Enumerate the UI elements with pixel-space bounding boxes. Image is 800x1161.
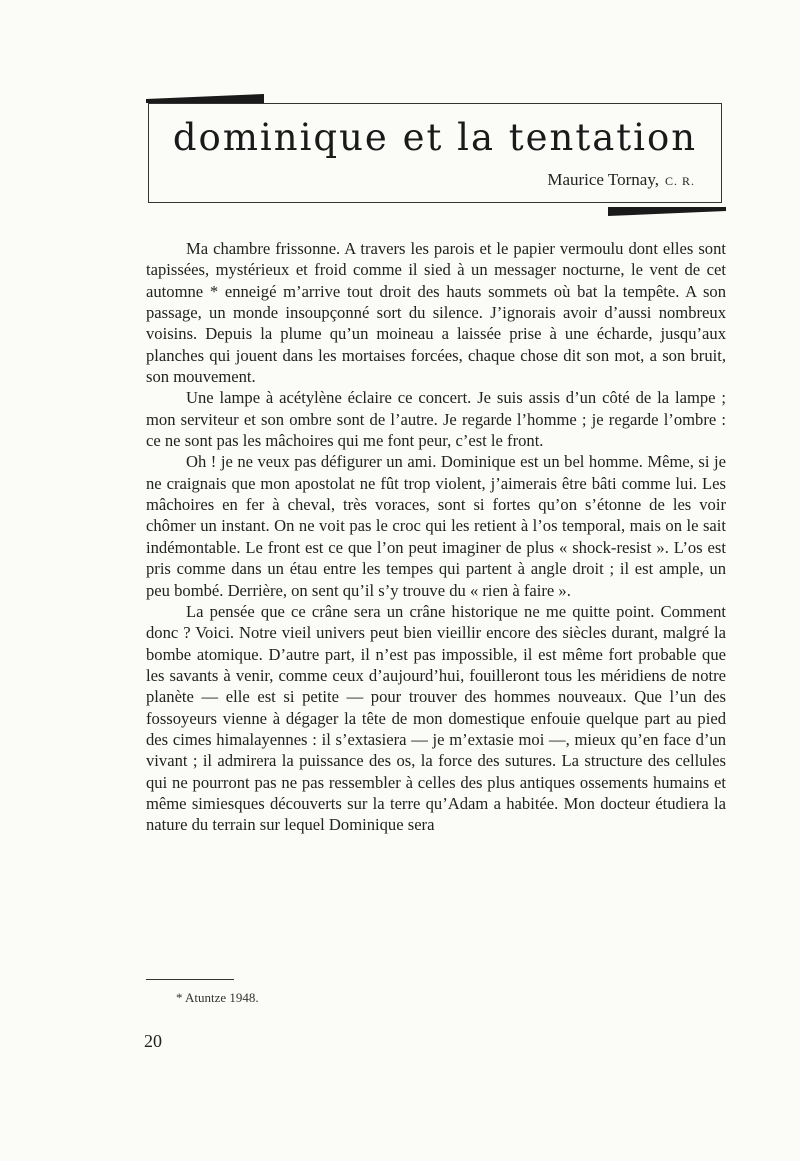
author-name: Maurice Tornay, <box>547 170 659 189</box>
article-body <box>146 238 726 836</box>
article-title: dominique et la tentation <box>172 116 698 159</box>
footnote: * Atuntze 1948. <box>176 990 259 1005</box>
author-line <box>547 170 695 190</box>
page-number: 20 <box>144 1031 162 1051</box>
top-decorative-bar <box>146 94 264 103</box>
footnote-rule <box>146 979 234 980</box>
paragraph-1: Ma chambre frissonne. A travers les parois et le papier vermoulu dont elles sont tapissées, mystérieux et froid comme il sied à un messager nocturne, le vent de cet automne * enneigé m’arrive tout droit des hauts sommets où bat la tempête. A son passage, un monde insoupçonné sort du silence. J’ignorais avoir d’aussi nombreux voisins. Depuis la plume qu’un moineau a laissée prise à une écharde, jusqu’aux planches qui jouent dans les mortaises forcées, chaque chose dit son mot, a son bruit, son mouvement. <box>146 239 726 387</box>
paragraph-4: La pensée que ce crâne sera un crâne historique ne me quitte point. Comment donc ? Voici. Notre vieil univers peut bien vieillir encore des siècles durant, malgré la bombe atomique. D’autre part, il n’est pas impossible, il est même fort probable que les savants à venir, comme ceux d’aujourd’hui, fouilleront tous les méridiens de notre planète — elle est si petite — pour trouver des hommes nouveaux. Que l’un des fossoyeurs vienne à dégager la tête de mon domestique enfouie quelque part au pied des cimes himalayennes : il s’extasiera — je m’extasie moi —, mieux qu’en face d’un vivant ; il admirera la puissance des os, la force des sutures. La structure des cellules qui ne pourront pas ne pas ressembler à celles des plus antiques ossements humains et même simiesques découverts sur la terre qu’Adam a habitée. Mon docteur étudiera la nature du terrain sur lequel Dominique sera <box>146 601 726 835</box>
paragraph-2: Une lampe à acétylène éclaire ce concert. Je suis assis d’un côté de la lampe ; mon serviteur et son ombre sont de l’autre. Je regarde l’homme ; je regarde l’ombre : ce ne sont pas les mâchoires qui me font peur, c’est le front. <box>146 388 726 451</box>
paragraph-3: Oh ! je ne veux pas défigurer un ami. Dominique est un bel homme. Même, si je ne craignais que mon apostolat ne fût trop violent, j’aimerais être bâti comme lui. Les mâchoires en fer à cheval, très voraces, sont si fortes qu’on s’étonne de les voir chômer un instant. On ne voit pas le croc qui les retient à l’os temporal, mais on le sait indémontable. Le front est ce que l’on peut imaginer de plus « shock-resist ». L’os est pris comme dans un étau entre les tempes qui partent à angle droit ; il est ample, un peu bombé. Derrière, on sent qu’il s’y trouve du « rien à faire ». <box>146 452 726 600</box>
author-suffix: C. R. <box>664 174 695 188</box>
bottom-decorative-bar <box>608 207 726 216</box>
title-box <box>148 103 722 203</box>
